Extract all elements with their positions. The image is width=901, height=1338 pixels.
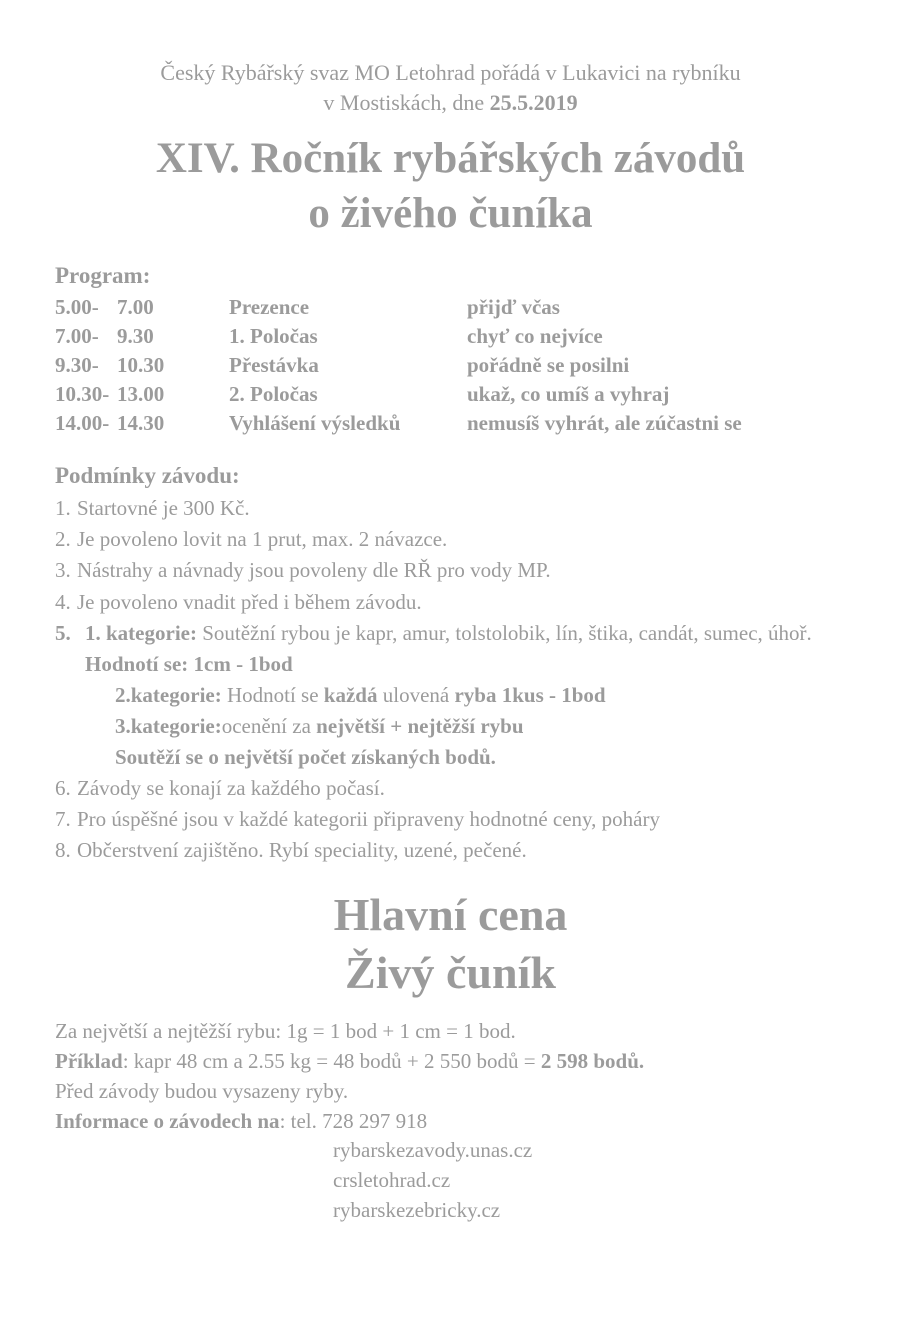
category-1-text: Soutěžní rybou je kapr, amur, tolstolobik, lín, štika, candát, sumec, úhoř. <box>196 620 812 645</box>
condition-text: Závody se konají za každého počasí. <box>77 775 385 800</box>
condition-text: Občerstvení zajištěno. Rybí speciality, uzené, pečené. <box>77 838 527 863</box>
title-line-1: XIV. Ročník rybářských závodů <box>155 135 746 183</box>
condition-text: Je povoleno vnadit před i během závodu. <box>77 589 422 614</box>
category-3-text: ocenění za <box>221 713 317 738</box>
program-time-from: 7.00- <box>55 324 99 349</box>
category-3-label: 3.kategorie: <box>115 713 222 738</box>
main-prize-line-1: Hlavní cena <box>333 889 568 941</box>
category-1-scoring: Hodnotí se: 1cm - 1bod <box>85 651 293 676</box>
category-2-bold-b: ryba 1kus - 1bod <box>454 682 606 707</box>
main-prize-line-2: Živý čuník <box>345 946 556 998</box>
program-activity: 1. Poločas <box>229 324 318 349</box>
program-row <box>55 351 846 380</box>
condition-number: 2. <box>55 527 71 552</box>
example-label: Příklad <box>55 1049 123 1074</box>
intro-line-1: Český Rybářský svaz MO Letohrad pořádá v Lukavici na rybníku <box>160 60 741 85</box>
category-summary: Soutěží se o největší počet získaných bodů. <box>115 744 496 769</box>
event-date: 25.5.2019 <box>489 89 578 115</box>
category-1-label: 1. kategorie: <box>85 620 197 645</box>
program-activity: Prezence <box>229 295 310 320</box>
program-note: pořádně se posilni <box>467 353 630 378</box>
condition-number: 7. <box>55 807 71 832</box>
program-activity: Přestávka <box>229 353 319 378</box>
condition-text: Je povoleno lovit na 1 prut, max. 2 návazce. <box>77 527 448 552</box>
contact-link[interactable]: crsletohrad.cz <box>333 1168 451 1193</box>
condition-number: 3. <box>55 558 71 583</box>
condition-item-categories <box>55 618 846 773</box>
program-row <box>55 409 846 438</box>
condition-number: 8. <box>55 838 71 863</box>
program-note: ukaž, co umíš a vyhraj <box>467 382 670 407</box>
category-2-label: 2.kategorie: <box>115 682 222 707</box>
category-3-bold: největší + nejtěžší rybu <box>316 713 524 738</box>
condition-text: Startovné je 300 Kč. <box>77 496 250 521</box>
example-text: : kapr 48 cm a 2.55 kg = 48 bodů + 2 550 bodů = <box>122 1049 541 1074</box>
category-3-row <box>85 711 846 742</box>
example-total: 2 598 bodů. <box>540 1049 645 1074</box>
program-activity: 2. Poločas <box>229 382 318 407</box>
condition-item <box>55 773 846 804</box>
poster-page <box>0 58 901 1338</box>
contact-phone: : tel. 728 297 918 <box>279 1108 428 1133</box>
program-time-to: 10.30 <box>117 353 165 378</box>
intro-line-2-prefix: v Mostiskách, dne <box>323 89 490 115</box>
program-time-to: 13.00 <box>117 382 165 407</box>
contact-link[interactable]: rybarskezavody.unas.cz <box>333 1138 533 1163</box>
stocking-note: Před závody budou vysazeny ryby. <box>55 1078 349 1103</box>
program-note: chyť co nejvíce <box>467 324 603 349</box>
condition-item <box>55 493 846 524</box>
categories-block <box>85 618 846 773</box>
program-time-to: 14.30 <box>117 411 165 436</box>
program-time-to: 7.00 <box>117 295 154 320</box>
category-2-text-a: Hodnotí se <box>221 682 324 707</box>
condition-item <box>55 555 846 586</box>
title-line-2: o živého čuníka <box>308 190 593 238</box>
condition-item <box>55 835 846 866</box>
page-title <box>55 131 846 241</box>
example-row <box>55 1047 846 1077</box>
contact-links <box>55 1136 846 1225</box>
contact-link[interactable]: rybarskezebricky.cz <box>333 1198 501 1223</box>
program-time-from: 9.30- <box>55 353 99 378</box>
category-2-text-b: ulovená <box>377 682 455 707</box>
conditions-heading: Podmínky závodu: <box>55 463 240 489</box>
program-row <box>55 380 846 409</box>
category-2-row <box>85 680 846 711</box>
condition-item <box>55 587 846 618</box>
conditions-list <box>55 493 846 866</box>
contact-label: Informace o závodech na <box>55 1108 280 1133</box>
footer-block <box>55 1017 846 1226</box>
program-time-from: 5.00- <box>55 295 99 320</box>
condition-item <box>55 524 846 555</box>
program-activity: Vyhlášení výsledků <box>229 411 401 436</box>
program-note: nemusíš vyhrát, ale zúčastni se <box>467 411 742 436</box>
condition-text: Nástrahy a návnady jsou povoleny dle RŘ pro vody MP. <box>77 558 551 583</box>
program-heading: Program: <box>55 263 151 289</box>
program-note: přijď včas <box>467 295 560 320</box>
program-time-from: 14.00- <box>55 411 110 436</box>
condition-number: 5. <box>55 620 71 645</box>
main-prize <box>55 886 846 1001</box>
condition-item <box>55 804 846 835</box>
condition-number: 1. <box>55 496 71 521</box>
program-time-from: 10.30- <box>55 382 110 407</box>
program-table <box>55 293 846 438</box>
scoring-rule: Za největší a nejtěžší rybu: 1g = 1 bod + 1 cm = 1 bod. <box>55 1019 516 1044</box>
condition-number: 4. <box>55 589 71 614</box>
category-2-bold-a: každá <box>323 682 378 707</box>
contact-row <box>55 1107 846 1137</box>
program-time-to: 9.30 <box>117 324 154 349</box>
condition-text: Pro úspěšné jsou v každé kategorii připraveny hodnotné ceny, poháry <box>77 807 660 832</box>
program-row <box>55 322 846 351</box>
intro-line-2 <box>55 88 846 118</box>
condition-number: 6. <box>55 775 71 800</box>
program-row <box>55 293 846 322</box>
intro-block <box>55 58 846 117</box>
